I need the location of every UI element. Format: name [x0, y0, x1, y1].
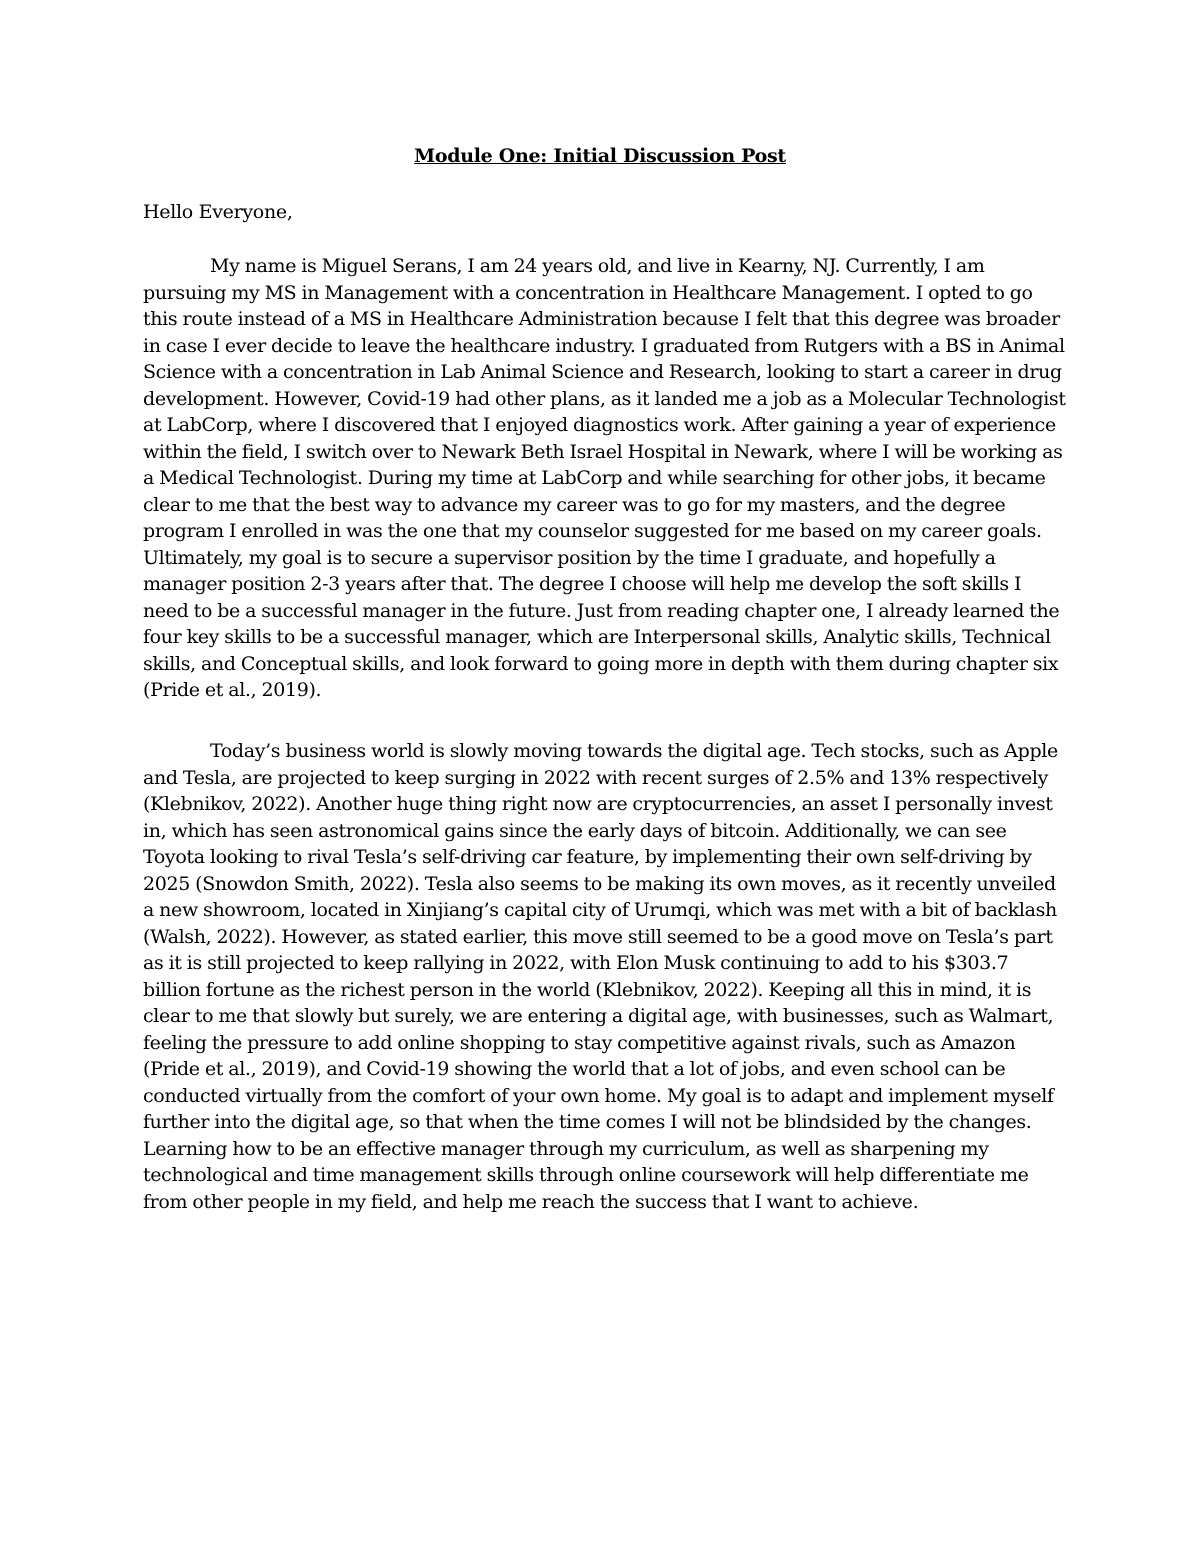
- greeting-line: Hello Everyone,: [143, 201, 293, 223]
- body-paragraph-2: Today’s business world is slowly moving towards the digital age. Tech stocks, such as Apple and Tesla, are projected to keep surging in 2022 with recent surges of 2.5% and 13% respectively (Klebnikov, 2022). Another huge thing right now are cryptocurrencies, an asset I personally invest in, which has seen astronomical gains since the early days of bitcoin. Additionally, we can see Toyota looking to rival Tesla’s self-driving car feature, by implementing their own self-driving by 2025 (Snowdon Smith, 2022). Tesla also seems to be making its own moves, as it recently unveiled a new showroom, located in Xinjiang’s capital city of Urumqi, which was met with a bit of backlash (Walsh, 2022). However, as stated earlier, this move still seemed to be a good move on Tesla’s part as it is still projected to keep rallying in 2022, with Elon Musk continuing to add to his $303.7 billion fortune as the richest person in the world (Klebnikov, 2022). Keeping all this in mind, it is clear to me that slowly but surely, we are entering a digital age, with businesses, such as Walmart, feeling the pressure to add online shopping to stay competitive against rivals, such as Amazon (Pride et al., 2019), and Covid-19 showing the world that a lot of jobs, and even school can be conducted virtually from the comfort of your own home. My goal is to adapt and implement myself further into the digital age, so that when the time comes I will not be blindsided by the changes. Learning how to be an effective manager through my curriculum, as well as sharpening my technological and time management skills through online coursework will help differentiate me from other people in my field, and help me reach the success that I want to achieve.: [143, 740, 1058, 1213]
- body-paragraph-1: My name is Miguel Serans, I am 24 years old, and live in Kearny, NJ. Currently, I am pursuing my MS in Management with a concentration in Healthcare Management. I opted to go this route instead of a MS in Healthcare Administration because I felt that this degree was broader in case I ever decide to leave the healthcare industry. I graduated from Rutgers with a BS in Animal Science with a concentration in Lab Animal Science and Research, looking to start a career in drug development. However, Covid-19 had other plans, as it landed me a job as a Molecular Technologist at LabCorp, where I discovered that I enjoyed diagnostics work. After gaining a year of experience within the field, I switch over to Newark Beth Israel Hospital in Newark, where I will be working as a Medical Technologist. During my time at LabCorp and while searching for other jobs, it became clear to me that the best way to advance my career was to go for my masters, and the degree program I enrolled in was the one that my counselor suggested for me based on my career goals. Ultimately, my goal is to secure a supervisor position by the time I graduate, and hopefully a manager position 2-3 years after that. The degree I choose will help me develop the soft skills I need to be a successful manager in the future. Just from reading chapter one, I already learned the four key skills to be a successful manager, which are Interpersonal skills, Analytic skills, Technical skills, and Conceptual skills, and look forward to going more in depth with them during chapter six (Pride et al., 2019).: [143, 255, 1066, 701]
- document-title: Module One: Initial Discussion Post: [414, 145, 786, 167]
